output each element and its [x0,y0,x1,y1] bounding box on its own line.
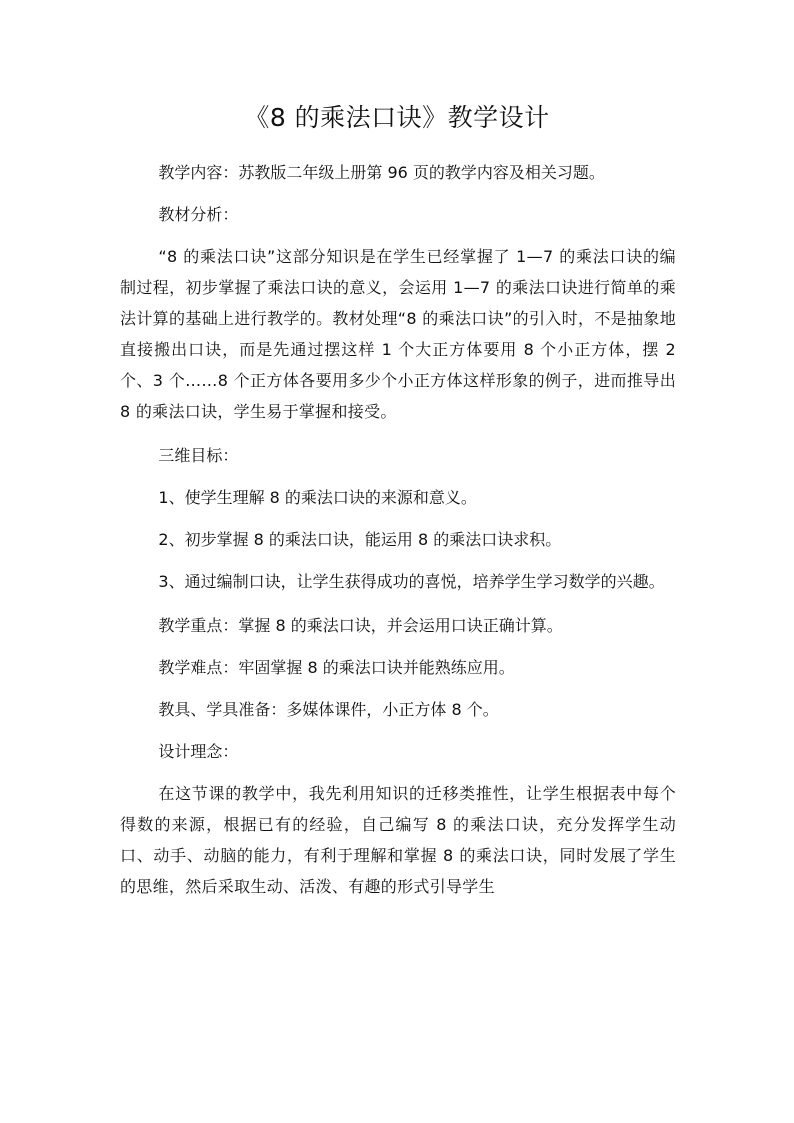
document-title: 《8 的乘法口诀》教学设计 [244,103,550,132]
material-analysis-paragraph: “8 的乘法口诀”这部分知识是在学生已经掌握了 1—7 的乘法口诀的编制过程，初步掌握了乘法口诀的意义，会运用 1—7 的乘法口诀进行简单的乘法计算的基础上进行教学的。教材处理“8 的乘法口诀”的引入时，不是抽象地直接搬出口诀，而是先通过摆这样 1 个大正方体要用 8 个小正方体，摆 2 个、3 个……8 个正方体各要用多少个小正方体这样形象的例子，进而推导出 8 的乘法口诀，学生易于掌握和接受。 [120,247,676,421]
teaching-content-paragraph: 教学内容：苏教版二年级上册第 96 页的教学内容及相关习题。 [158,163,605,182]
document-body [120,157,676,915]
goal-item-3: 3、通过编制口诀，让学生获得成功的喜悦，培养学生学习数学的兴趣。 [158,572,665,591]
goal-item-1: 1、使学生理解 8 的乘法口诀的来源和意义。 [158,488,477,507]
design-philosophy-heading: 设计理念： [158,742,239,761]
three-dimensional-goals-heading: 三维目标： [158,446,239,465]
teaching-key-point: 教学重点：掌握 8 的乘法口诀，并会运用口诀正确计算。 [158,616,563,635]
teaching-aids: 教具、学具准备：多媒体课件，小正方体 8 个。 [158,700,499,719]
material-analysis-heading: 教材分析： [158,205,239,224]
design-philosophy-paragraph: 在这节课的教学中，我先利用知识的迁移类推性，让学生根据表中每个得数的来源，根据已有的经验，自己编写 8 的乘法口诀，充分发挥学生动口、动手、动脑的能力，有利于理解和掌握 8 的乘法口诀，同时发展了学生的思维，然后采取生动、活泼、有趣的形式引导学生 [120,784,676,896]
goal-item-2: 2、初步掌握 8 的乘法口诀，能运用 8 的乘法口诀求积。 [158,530,562,549]
teaching-difficulty: 教学难点：牢固掌握 8 的乘法口诀并能熟练应用。 [158,658,515,677]
